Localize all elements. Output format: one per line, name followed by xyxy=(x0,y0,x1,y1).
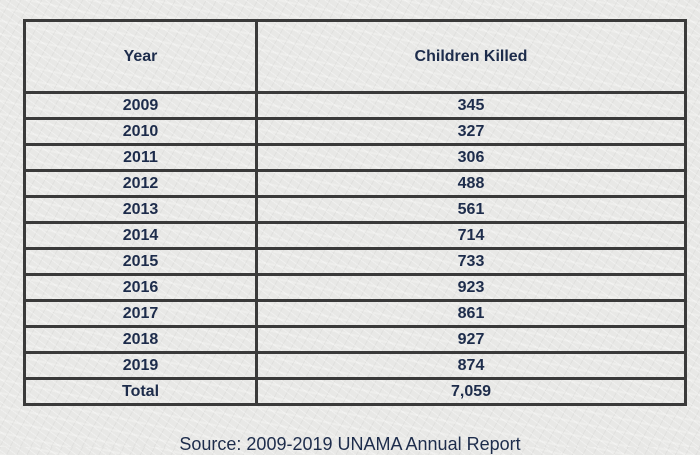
cell-year: 2016 xyxy=(25,275,257,301)
table-row xyxy=(25,197,686,223)
table-row xyxy=(25,249,686,275)
children-killed-table xyxy=(23,19,687,406)
cell-year: 2010 xyxy=(25,119,257,145)
table-row xyxy=(25,353,686,379)
table-row xyxy=(25,327,686,353)
column-header-year: Year xyxy=(25,21,257,93)
cell-year: 2019 xyxy=(25,353,257,379)
cell-year: 2015 xyxy=(25,249,257,275)
cell-children-killed: 306 xyxy=(257,145,686,171)
source-caption: Source: 2009-2019 UNAMA Annual Report xyxy=(179,434,521,454)
cell-children-killed: 488 xyxy=(257,171,686,197)
cell-children-killed: 733 xyxy=(257,249,686,275)
cell-children-killed: 714 xyxy=(257,223,686,249)
table-row xyxy=(25,301,686,327)
table-row xyxy=(25,93,686,119)
column-header-children-killed: Children Killed xyxy=(257,21,686,93)
cell-children-killed: 861 xyxy=(257,301,686,327)
total-row xyxy=(25,379,686,405)
cell-children-killed: 345 xyxy=(257,93,686,119)
cell-children-killed: 874 xyxy=(257,353,686,379)
table-row xyxy=(25,145,686,171)
cell-year: 2011 xyxy=(25,145,257,171)
table-row xyxy=(25,223,686,249)
cell-children-killed: 927 xyxy=(257,327,686,353)
table-header-row xyxy=(25,21,686,93)
cell-year: 2017 xyxy=(25,301,257,327)
table-row xyxy=(25,275,686,301)
table-body xyxy=(25,93,686,405)
data-table-container xyxy=(23,19,684,406)
total-label: Total xyxy=(25,379,257,405)
cell-children-killed: 561 xyxy=(257,197,686,223)
cell-year: 2012 xyxy=(25,171,257,197)
cell-year: 2013 xyxy=(25,197,257,223)
table-row xyxy=(25,171,686,197)
cell-year: 2009 xyxy=(25,93,257,119)
cell-year: 2014 xyxy=(25,223,257,249)
cell-year: 2018 xyxy=(25,327,257,353)
cell-children-killed: 923 xyxy=(257,275,686,301)
table-row xyxy=(25,119,686,145)
total-value: 7,059 xyxy=(257,379,686,405)
cell-children-killed: 327 xyxy=(257,119,686,145)
